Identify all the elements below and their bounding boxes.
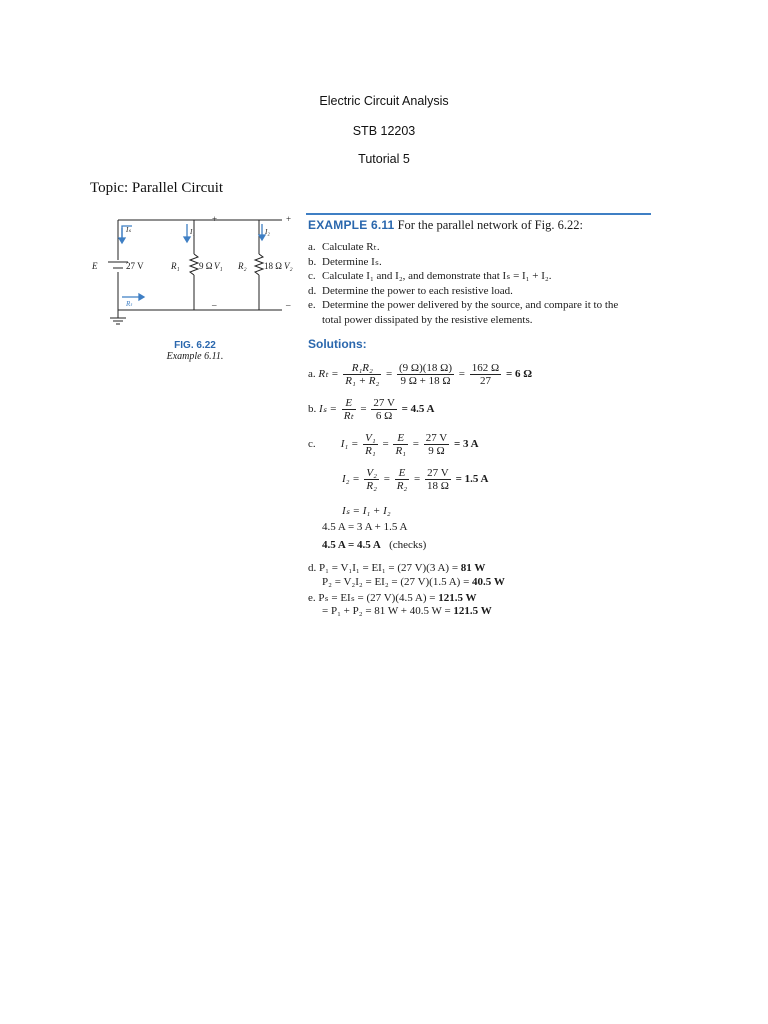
denominator: R₁: [395, 445, 406, 457]
fraction: [397, 362, 454, 387]
denominator: R₂: [366, 480, 377, 492]
denominator: 18 Ω: [426, 480, 449, 492]
topic-heading: Topic: Parallel Circuit: [90, 180, 224, 196]
numerator: V₂: [366, 467, 377, 479]
item-text: Determine Iₛ.: [322, 255, 382, 268]
item-text: Determine the power delivered by the source, and compare it to the: [322, 299, 619, 311]
fraction: [470, 362, 501, 387]
solution-text: = P₁ + P₂ = 81 W + 40.5 W =: [322, 605, 451, 617]
list-item: [308, 284, 658, 299]
r2-value: 18 Ω: [264, 261, 282, 271]
numerator: E: [342, 397, 356, 410]
item-text: Calculate Rₜ.: [322, 241, 380, 253]
fraction: [363, 432, 378, 457]
figure-caption: [150, 340, 240, 362]
is-label: Iₛ: [126, 226, 131, 234]
figure-caption-label: FIG. 6.22: [174, 340, 216, 351]
fraction: [371, 397, 397, 422]
denominator: 9 Ω: [428, 445, 445, 457]
list-item: [308, 240, 658, 255]
fraction: [342, 397, 356, 422]
item-key: [308, 313, 322, 328]
v2-label: V₂: [284, 261, 293, 271]
r1-label: R₁: [171, 261, 180, 271]
solution-result: 81 W: [460, 562, 486, 574]
solution-result: = 4.5 A: [401, 403, 435, 416]
list-item: [308, 255, 658, 270]
denominator: Rₜ: [343, 410, 354, 422]
solution-c1: c. I₁ = $\frac{\text{V₁}}{\text{R₁}}$ = $\frac{E}{\text{R₁}}$ = $\frac{27 V}{9 \Omega}$ = 3 A: [308, 432, 479, 457]
solution-result: 40.5 W: [472, 576, 505, 588]
solution-key: b.: [308, 403, 317, 416]
solution-text: P₂ = V₂I₂ = EI₂ = (27 V)(1.5 A) =: [322, 576, 470, 588]
solution-key: e.: [308, 592, 316, 604]
item-key: d.: [308, 284, 317, 297]
solution-c3: Iₛ = I₁ + I₂: [342, 505, 391, 517]
fraction: [393, 432, 408, 457]
source-label: E: [92, 261, 98, 271]
denominator: 6 Ω: [375, 410, 393, 422]
solution-key: d.: [308, 562, 317, 574]
solution-text: Pₛ = EIₛ = (27 V)(4.5 A) =: [318, 592, 436, 604]
solution-d1: [308, 562, 485, 574]
r1-value: 9 Ω: [199, 261, 213, 271]
solution-check-note: (checks): [389, 539, 427, 551]
example-intro: For the parallel network of Fig. 6.22:: [397, 218, 583, 232]
item-text: Calculate I₁ and I₂, and demonstrate that Iₛ = I₁ + I₂.: [322, 270, 552, 282]
solution-lhs: I₁ =: [340, 438, 359, 451]
denominator: R₁ + R₂: [345, 375, 380, 387]
fraction: [424, 432, 450, 457]
r2-label: R₂: [238, 261, 247, 271]
solutions-label: Solutions:: [308, 337, 367, 351]
solution-e2: [322, 605, 492, 617]
item-key: c.: [308, 270, 316, 282]
numerator: E: [395, 467, 410, 480]
example-items: [308, 240, 658, 327]
solution-c5: [322, 539, 426, 551]
solution-c2: I₂ = $\frac{\text{V₂}}{\text{R₂}}$ = $\frac{E}{\text{R₂}}$ = $\frac{27 V}{18 \Omega}$ = 1.5 A: [342, 467, 489, 492]
denominator: 9 Ω + 18 Ω: [400, 375, 451, 387]
solution-result: 121.5 W: [438, 592, 477, 604]
minus-sign-v1: –: [212, 300, 217, 310]
item-key: b.: [308, 255, 317, 268]
solution-e1: [308, 591, 477, 604]
fraction: [425, 467, 451, 492]
solution-key: a.: [308, 368, 316, 381]
solution-text: P₁ = V₁I₁ = EI₁ = (27 V)(3 A) =: [319, 562, 459, 574]
solution-d2: [322, 576, 505, 588]
course-title: Electric Circuit Analysis: [319, 94, 449, 108]
solution-result: = 6 Ω: [505, 368, 533, 381]
numerator: 27 V: [373, 397, 395, 409]
example-title: [308, 218, 583, 233]
solution-check: 4.5 A = 4.5 A: [322, 539, 381, 551]
solution-lhs: Rₜ =: [318, 368, 339, 381]
solution-lhs: I₂ =: [342, 473, 360, 486]
course-code: STB 12203: [352, 124, 416, 138]
minus-sign-v2: –: [286, 300, 291, 310]
example-rule: [306, 213, 651, 215]
fraction: [364, 467, 379, 492]
solution-lhs: Iₛ =: [319, 403, 337, 416]
numerator: V₁: [365, 432, 376, 444]
example-label: EXAMPLE 6.11: [308, 218, 395, 232]
solution-result: = 1.5 A: [455, 473, 489, 486]
numerator: 162 Ω: [471, 362, 500, 374]
list-item: [308, 298, 658, 313]
tutorial-number: Tutorial 5: [358, 152, 410, 166]
plus-sign-v1: +: [212, 214, 218, 224]
denominator: R₂: [396, 480, 408, 492]
numerator: 27 V: [425, 432, 448, 444]
figure-caption-sub: Example 6.11.: [166, 351, 224, 362]
plus-sign-v2: +: [286, 214, 292, 224]
v1-label: V₁: [214, 261, 223, 271]
item-key: e.: [308, 299, 316, 311]
numerator: (9 Ω)(18 Ω): [399, 362, 453, 374]
numerator: 27 V: [425, 467, 451, 480]
list-item: [308, 313, 658, 328]
item-text: Determine the power to each resistive load.: [322, 284, 513, 297]
rt-label: Rₜ: [126, 300, 133, 308]
numerator: R₁R₂: [343, 362, 381, 375]
source-value: 27 V: [126, 261, 144, 271]
solution-c4: 4.5 A = 3 A + 1.5 A: [322, 521, 408, 533]
i1-label: I₁: [190, 228, 195, 236]
i2-label: I₂: [265, 228, 270, 236]
fraction: [395, 467, 410, 492]
item-key: a.: [308, 241, 316, 253]
list-item: [308, 269, 658, 284]
solution-key: c.: [308, 438, 316, 451]
fraction: [343, 362, 381, 387]
solution-b: b. Iₛ = $\frac{E}{\text{Rₜ}}$ = $\frac{27 V}{6 \Omega}$ = 4.5 A: [308, 397, 435, 422]
solution-a: a. Rₜ = $\frac{\text{R₁R₂}}{\text{R₁ + R₂}}$ = $\frac{(9 \Omega)(18 \Omega)}{9 \Omega + 18 \Omega}$ = $\frac{162 \Omega}{27}$ = 6 Ω: [308, 362, 533, 387]
solution-result: 121.5 W: [453, 605, 492, 617]
denominator: R₁: [365, 445, 376, 457]
denominator: 27: [479, 375, 491, 387]
solution-result: = 3 A: [453, 438, 479, 451]
numerator: E: [393, 432, 408, 445]
item-text: total power dissipated by the resistive elements.: [322, 313, 533, 326]
